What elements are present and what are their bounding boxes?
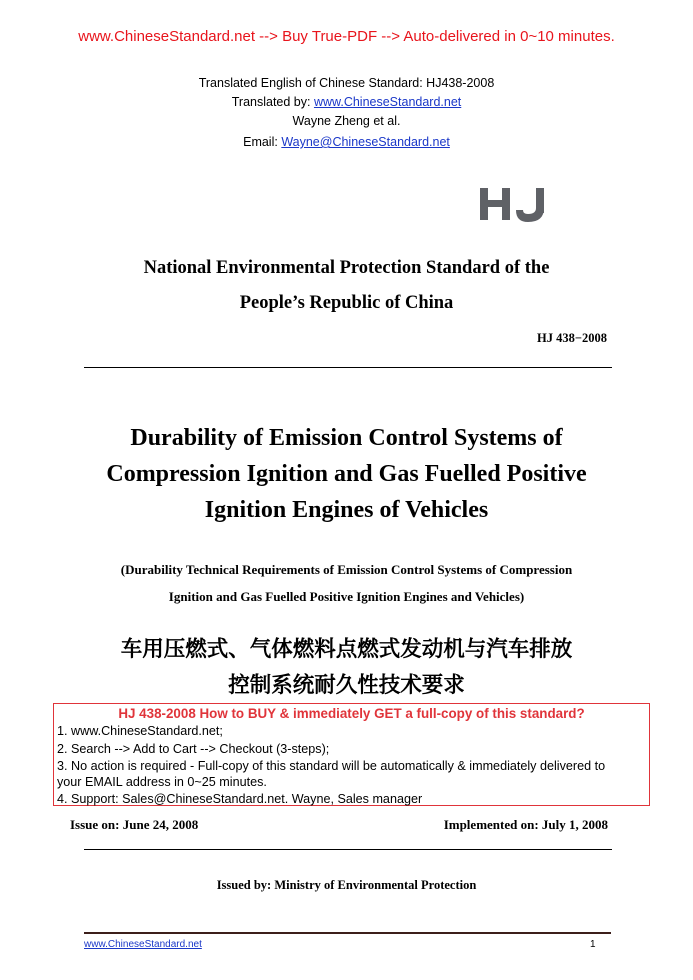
buy-step-2: 2. Search --> Add to Cart --> Checkout (3-steps); <box>57 742 330 756</box>
hj-logo-graphic <box>480 186 556 222</box>
translators-line: Wayne Zheng et al. <box>292 114 401 128</box>
title-line-2: Compression Ignition and Gas Fuelled Positive <box>106 461 587 487</box>
promo-banner[interactable]: www.ChineseStandard.net --> Buy True-PDF --> Auto-delivered in 0~10 minutes. <box>78 28 615 45</box>
hj-logo <box>480 186 556 222</box>
translated-by-link[interactable]: www.ChineseStandard.net <box>313 95 462 109</box>
buy-step-1: 1. www.ChineseStandard.net; <box>57 724 223 738</box>
bottom-divider <box>84 849 612 850</box>
buy-step-3-continued: your EMAIL address in 0~25 minutes. <box>57 775 267 789</box>
buy-step-3: 3. No action is required - Full-copy of this standard will be automatically & immediately delivered to <box>57 759 606 773</box>
translated-by-line <box>0 95 693 109</box>
standard-code: HJ 438−2008 <box>537 331 607 345</box>
issue-date: Issue on: June 24, 2008 <box>70 817 199 832</box>
email-line <box>0 135 693 149</box>
footer-divider <box>84 932 611 934</box>
title-line-1: Durability of Emission Control Systems of <box>130 425 563 451</box>
subtitle-line-1: (Durability Technical Requirements of Emission Control Systems of Compression <box>120 562 573 577</box>
email-label: Email: <box>243 135 282 149</box>
chinese-title-line-2: 控制系统耐久性技术要求 <box>228 673 465 698</box>
footer-link[interactable]: www.ChineseStandard.net <box>84 939 202 950</box>
national-title-line-2: People’s Republic of China <box>239 293 454 313</box>
email-link[interactable]: Wayne@ChineseStandard.net <box>281 135 450 149</box>
top-divider <box>84 367 612 368</box>
buy-box-title: HJ 438-2008 How to BUY & immediately GET a full-copy of this standard? <box>118 706 585 721</box>
title-line-3: Ignition Engines of Vehicles <box>204 497 489 523</box>
translated-of-line: Translated English of Chinese Standard: HJ438-2008 <box>198 76 495 90</box>
buy-step-4: 4. Support: Sales@ChineseStandard.net. Wayne, Sales manager <box>57 792 423 806</box>
chinese-title-line-1: 车用压燃式、气体燃料点燃式发动机与汽车排放 <box>120 637 573 662</box>
page-number: 1 <box>590 939 596 950</box>
national-title-line-1: National Environmental Protection Standard of the <box>143 258 550 278</box>
subtitle-line-2: Ignition and Gas Fuelled Positive Ignition Engines and Vehicles) <box>168 589 525 604</box>
issued-by: Issued by: Ministry of Environmental Protection <box>216 878 477 892</box>
translated-by-label: Translated by: <box>231 95 314 109</box>
buy-info-box <box>53 703 650 806</box>
implemented-date: Implemented on: July 1, 2008 <box>443 817 608 832</box>
